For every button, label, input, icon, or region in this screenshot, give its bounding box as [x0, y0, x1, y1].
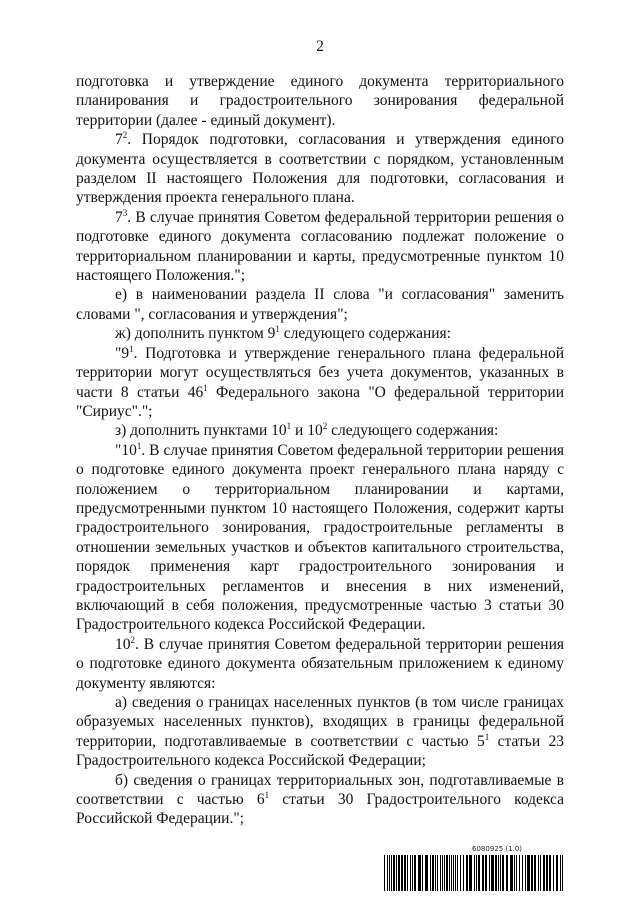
barcode-bar: [514, 855, 515, 891]
barcode-bar: [466, 855, 468, 891]
barcode-bar: [534, 855, 536, 891]
barcode-bar: [401, 855, 403, 891]
barcode-bar: [476, 855, 477, 891]
barcode-bar: [500, 855, 501, 891]
text-run: "9: [115, 344, 130, 362]
superscript: 2: [130, 634, 135, 645]
text-run: . В случае принятия Советом федеральной территории решения о подготовке единого документа проект генерального плана наряду с положением о территориальном планировании и картами, предусмотренными пунктом 10 настоящего Положения, содержит карты градостроительного зонирования, градостроительные регламенты в отношении земельных участков и объектов капитального строительства, порядок применения карт градостроительного зонирования и градостроительных регламентов и внесения в них изменений, включающий в себя положения, предусмотренные частью 3 статьи 30 Градостроительного кодекса Российской Федерации.: [76, 441, 564, 634]
barcode-bar: [519, 855, 520, 891]
barcode-bar: [540, 855, 541, 891]
superscript: 1: [484, 731, 490, 742]
barcode-bar: [538, 855, 539, 891]
barcode-bar: [391, 855, 392, 891]
barcode-bar: [404, 855, 406, 891]
barcode-bars: [384, 855, 566, 891]
text-run: 7: [115, 131, 123, 149]
text-run: подготовка и утверждение единого документа территориального планирования и градостроительного зонирования федеральной территории (далее - единый документ).: [76, 73, 564, 129]
barcode-bar: [482, 855, 484, 891]
text-run: статьи 23 Градостроительного кодекса Российской Федерации;: [76, 732, 564, 770]
paragraph: [76, 285, 564, 324]
barcode-bar: [502, 855, 504, 891]
page-number: 2: [316, 38, 324, 55]
superscript: 1: [136, 440, 142, 451]
paragraph: [76, 72, 564, 130]
text-run: . В случае принятия Советом федеральной территории решения о подготовке единого документа обязательным приложением к единому документу являются:: [76, 635, 564, 692]
barcode-bar: [432, 855, 434, 891]
paragraph: [76, 771, 564, 829]
paragraph: [76, 324, 564, 343]
barcode-bar: [442, 855, 443, 891]
barcode-bar: [457, 855, 458, 891]
text-run: ж) дополнить пунктом 9: [115, 325, 276, 343]
text-run: "10: [115, 441, 137, 459]
barcode-bar: [506, 855, 508, 891]
barcode-bar: [387, 855, 388, 891]
barcode-caption: 6080925 (1.0): [472, 845, 522, 853]
barcode-bar: [430, 855, 431, 891]
text-run: е) в наименовании раздела II слова "и согласования" заменить словами ", согласования и утверждения";: [76, 286, 564, 323]
barcode-bar: [453, 855, 454, 891]
barcode-bar: [435, 855, 436, 891]
barcode-bar: [553, 855, 554, 891]
document-body: [76, 72, 564, 829]
barcode-bar: [531, 855, 533, 891]
barcode-bar: [418, 855, 421, 891]
barcode-bar: [460, 855, 461, 891]
barcode-bar: [543, 855, 545, 891]
barcode-bar: [412, 855, 413, 891]
superscript: 1: [264, 790, 270, 801]
paragraph: [76, 693, 564, 771]
superscript: 1: [203, 382, 208, 393]
superscript: 2: [322, 421, 328, 432]
barcode-bar: [455, 855, 456, 891]
barcode-bar: [463, 855, 464, 891]
paragraph: [76, 441, 564, 635]
barcode-bar: [414, 855, 416, 891]
barcode-bar: [516, 855, 517, 891]
barcode-bar: [407, 855, 408, 891]
text-run: следующего содержания:: [327, 422, 499, 440]
barcode-bar: [489, 855, 490, 891]
text-run: з) дополнить пунктами 10: [115, 422, 287, 440]
barcode-bar: [525, 855, 526, 891]
barcode-bar: [410, 855, 411, 891]
barcode-bar: [440, 855, 441, 891]
barcode-bar: [546, 855, 548, 891]
text-run: . В случае принятия Советом федеральной территории решения о подготовке единого документа согласованию подлежат положение о территориальном планировании и карты, предусмотренные пунктом 10 настоящего Положения.";: [76, 208, 564, 285]
paragraph: [76, 130, 564, 208]
barcode-bar: [527, 855, 530, 891]
barcode-bar: [556, 855, 558, 891]
barcode-bar: [398, 855, 400, 891]
text-run: а) сведения о границах населенных пунктов (в том числе границах образуемых населенных пунктов), входящих в границы федеральной территории, подготавливаемые в соответствии с частью 5: [76, 694, 564, 750]
barcode-bar: [495, 855, 497, 891]
paragraph: [76, 208, 564, 286]
barcode-bar: [474, 855, 475, 891]
text-run: следующего содержания:: [279, 325, 451, 343]
barcode-bar: [437, 855, 438, 891]
barcode-bar: [491, 855, 494, 891]
text-run: б) сведения о границах территориальных зон, подготавливаемые в соответствии с частью 6: [76, 771, 564, 809]
superscript: 1: [286, 421, 292, 432]
superscript: 1: [129, 343, 134, 354]
barcode-bar: [451, 855, 452, 891]
barcode-bar: [446, 855, 448, 891]
text-run: 10: [115, 635, 131, 653]
paragraph: [76, 635, 564, 693]
superscript: 1: [275, 324, 280, 335]
paragraph: [76, 344, 564, 422]
barcode-bar: [444, 855, 445, 891]
barcode-bar: [498, 855, 499, 891]
barcode-bar: [384, 855, 385, 891]
barcode: [384, 845, 566, 895]
barcode-bar: [389, 855, 390, 891]
text-run: и 10: [291, 422, 323, 440]
superscript: 3: [122, 207, 128, 218]
barcode-bar: [522, 855, 523, 891]
text-run: . Подготовка и утверждение генерального плана федеральной территории могут осуществляться без учета документов, указанных в части 8 статьи 46: [76, 344, 564, 401]
text-run: . Порядок подготовки, согласования и утверждения единого документа осуществляется в соответствии с порядком, установленным разделом II настоящего Положения для подготовки, согласования и утверждения проекта генерального плана.: [76, 131, 564, 207]
barcode-bar: [449, 855, 450, 891]
barcode-bar: [560, 855, 561, 891]
barcode-bar: [393, 855, 395, 891]
text-run: 7: [115, 208, 123, 226]
barcode-bar: [562, 855, 563, 891]
barcode-bar: [422, 855, 423, 891]
barcode-bar: [425, 855, 428, 891]
text-run: статьи 30 Градостроительного кодекса Российской Федерации.";: [76, 791, 564, 828]
barcode-bar: [549, 855, 551, 891]
barcode-bar: [469, 855, 472, 891]
barcode-bar: [396, 855, 397, 891]
barcode-bar: [478, 855, 480, 891]
barcode-bar: [485, 855, 487, 891]
text-run: Федерального закона "О федеральной территории "Сириус".";: [76, 383, 564, 420]
paragraph: [76, 421, 564, 440]
barcode-bar: [510, 855, 513, 891]
superscript: 2: [122, 130, 128, 141]
